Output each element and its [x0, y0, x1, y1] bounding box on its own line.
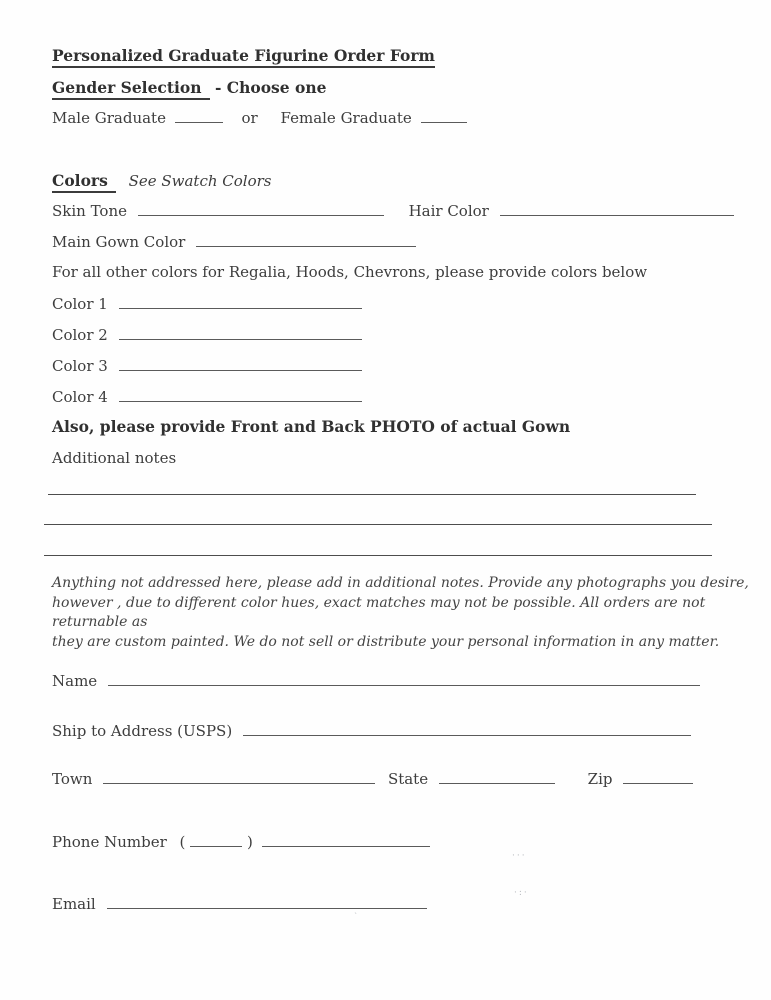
phone-label: Phone Number	[52, 833, 167, 851]
phone-number-field[interactable]	[262, 833, 430, 847]
email-label: Email	[52, 895, 96, 913]
disclaimer-line-1: Anything not addressed here, please add in additional notes. Provide any photographs you desire,	[52, 575, 749, 591]
color1-field[interactable]	[119, 295, 362, 309]
state-label: State	[387, 770, 429, 788]
email-field[interactable]	[107, 895, 427, 909]
disclaimer-paragraph	[52, 574, 771, 652]
scan-speckle: `	[354, 912, 360, 921]
male-graduate-field[interactable]	[175, 109, 223, 123]
colors-heading: Colors	[52, 171, 116, 193]
ship-address-label: Ship to Address (USPS)	[52, 722, 233, 740]
email-row	[52, 895, 427, 913]
gender-heading-row	[52, 78, 327, 97]
town-field[interactable]	[103, 770, 375, 784]
name-field[interactable]	[108, 672, 700, 686]
or-label: or	[241, 109, 258, 127]
zip-label: Zip	[587, 770, 613, 788]
phone-paren-open: (	[179, 833, 186, 851]
female-graduate-label: Female Graduate	[280, 109, 412, 127]
color4-field[interactable]	[119, 388, 362, 402]
state-field[interactable]	[439, 770, 555, 784]
town-state-zip-row	[52, 770, 693, 788]
gender-choice-row	[52, 109, 467, 127]
town-label: Town	[52, 770, 93, 788]
main-gown-color-field[interactable]	[196, 233, 416, 247]
main-gown-row	[52, 233, 416, 251]
other-colors-note-row	[52, 263, 647, 281]
form-title-row	[52, 46, 435, 65]
notes-line-2[interactable]	[44, 524, 712, 525]
photo-note-row	[52, 417, 570, 436]
additional-notes-label: Additional notes	[52, 449, 177, 467]
color3-row	[52, 357, 362, 375]
color2-label: Color 2	[52, 326, 108, 344]
hair-color-label: Hair Color	[408, 202, 489, 220]
color3-label: Color 3	[52, 357, 108, 375]
skin-tone-field[interactable]	[138, 202, 384, 216]
form-title: Personalized Graduate Figurine Order Form	[52, 46, 435, 68]
notes-line-3[interactable]	[44, 555, 712, 556]
scan-speckle: ···	[512, 851, 527, 861]
skin-hair-row	[52, 202, 734, 220]
name-row	[52, 672, 700, 690]
additional-notes-row	[52, 449, 176, 467]
ship-address-field[interactable]	[243, 722, 691, 736]
color3-field[interactable]	[119, 357, 362, 371]
name-label: Name	[52, 672, 98, 690]
color1-row	[52, 295, 362, 313]
skin-tone-label: Skin Tone	[52, 202, 127, 220]
gender-heading-suffix: - Choose one	[214, 78, 327, 97]
phone-area-code-field[interactable]	[190, 833, 242, 847]
other-colors-note: For all other colors for Regalia, Hoods, Chevrons, please provide colors below	[52, 263, 648, 281]
photo-note: Also, please provide Front and Back PHOTO of actual Gown	[52, 417, 571, 436]
color4-row	[52, 388, 362, 406]
zip-field[interactable]	[623, 770, 693, 784]
ship-address-row	[52, 722, 691, 740]
disclaimer-line-3: they are custom painted. We do not sell or distribute your personal information in any matter.	[52, 633, 720, 650]
swatch-colors-note: See Swatch Colors	[128, 172, 272, 190]
gender-heading: Gender Selection	[52, 78, 210, 100]
notes-line-1[interactable]	[48, 494, 696, 495]
color2-row	[52, 326, 362, 344]
phone-row	[52, 833, 430, 851]
main-gown-color-label: Main Gown Color	[52, 233, 186, 251]
disclaimer-line-2: however , due to different color hues, exact matches may not be possible. All orders are not returnable as	[52, 594, 706, 630]
color2-field[interactable]	[119, 326, 362, 340]
colors-heading-row	[52, 171, 272, 190]
color4-label: Color 4	[52, 388, 108, 406]
scan-speckle: ·:·	[514, 888, 529, 898]
male-graduate-label: Male Graduate	[52, 109, 166, 127]
phone-paren-close: )	[246, 833, 253, 851]
female-graduate-field[interactable]	[421, 109, 467, 123]
hair-color-field[interactable]	[500, 202, 734, 216]
color1-label: Color 1	[52, 295, 108, 313]
